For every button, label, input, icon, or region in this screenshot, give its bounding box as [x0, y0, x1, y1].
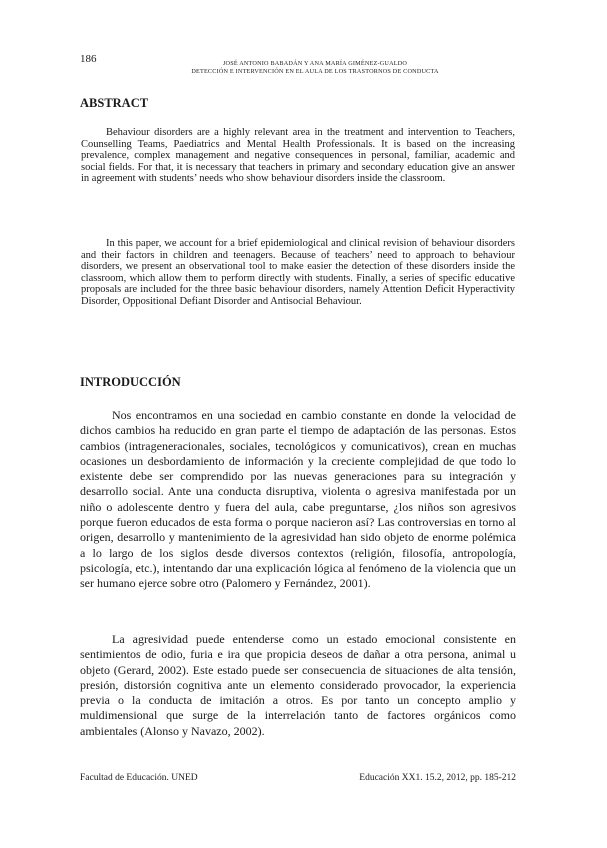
- running-head-authors: JOSÉ ANTONIO BABADÁN Y ANA MARÍA GIMÉNEZ-GUALDO: [222, 60, 408, 67]
- body-paragraph: La agresividad puede entenderse como un estado emocional consistente en sentimientos de odio, furia e ira que propicia deseos de dañar a otra persona, animal u objeto (Gerard, 2002). Este estado puede ser consecuencia de situaciones de alta tensión, presión, distorsión cognitiva ante un elemento considerado provocador, la experiencia previa o la conducta de imitación a otros. Es por tanto un concepto amplio y muldimensional que surge de la interrelación tanto de factores orgánicos como ambientales (Alonso y Navazo, 2002).: [80, 632, 516, 738]
- footer-institution: Facultad de Educación. UNED: [80, 773, 198, 783]
- body-paragraph: Nos encontramos en una sociedad en cambio constante en donde la velocidad de dichos cambios ha reducido en gran parte el tiempo de adaptación de las personas. Estos cambios (intrageneracionales, sociales, tecnológicos y comunicativos), crean en muchas ocasiones un desbordamiento de información y la creciente complejidad de que todo lo existente debe ser comprendido por las nuevas generaciones para su integración y desarrollo social. Ante una conducta disruptiva, violenta o agresiva manifestada por un niño o adolescente dentro y fuera del aula, cabe preguntarse, ¿los niños son agresivos porque fueron educados de esta forma o porque nacieron así? Las controversias en torno al origen, desarrollo y mantenimiento de la agresividad han sido objeto de enorme polémica a lo largo de los siglos desde diversos contextos (religión, filosofía, antropología, psicología, etc.), intentando dar una explicación lógica al fenómeno de la violencia que un ser humano ejerce sobre otro (Palomero y Fernández, 2001).: [80, 408, 516, 591]
- page-number: 186: [80, 53, 97, 65]
- abstract-heading: ABSTRACT: [80, 96, 149, 110]
- abstract-paragraph: In this paper, we account for a brief epidemiological and clinical revision of behaviour disorders and their factors in children and teenagers. Because of teachers’ need to approach to behaviour disorders, we present an observational tool to make easier the detection of these disorders inside the classroom, which allow them to perform directly with students. Finally, a series of specific educative proposals are included for the three basic behaviour disorders, namely Attention Deficit Hyperactivity Disorder, Oppositional Defiant Disorder and Antisocial Behaviour.: [81, 238, 515, 307]
- abstract-paragraph: Behaviour disorders are a highly relevant area in the treatment and intervention to Teachers, Counselling Teams, Paediatrics and Mental Health Professionals. It is based on the increasing prevalence, complex management and negative consequences in personal, familiar, academic and social fields. For that, it is necessary that teachers in primary and secondary education give an answer in agreement with students’ needs who show behaviour disorders inside the classroom.: [81, 127, 515, 185]
- running-head-title: DETECCIÓN E INTERVENCIÓN EN EL AULA DE LOS TRASTORNOS DE CONDUCTA: [191, 68, 439, 75]
- footer-citation: Educación XX1. 15.2, 2012, pp. 185-212: [359, 773, 516, 783]
- running-head: [150, 60, 480, 76]
- introduction-heading: INTRODUCCIÓN: [80, 375, 181, 389]
